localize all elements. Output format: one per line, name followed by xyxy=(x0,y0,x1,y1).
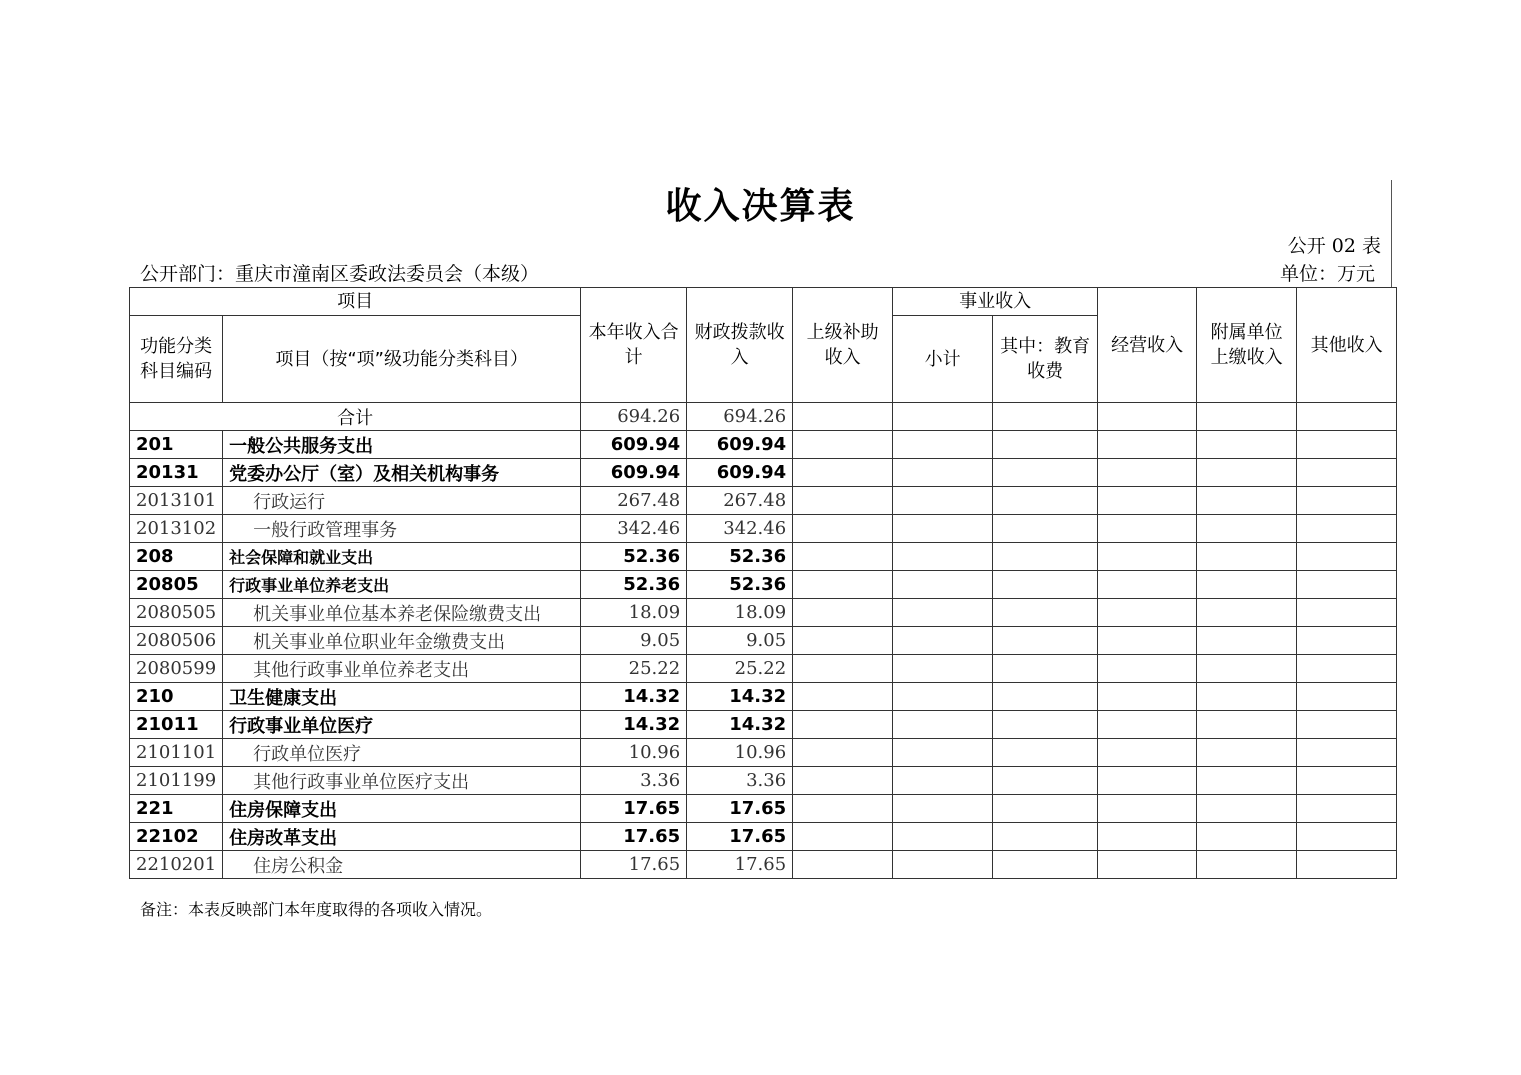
row-fiscal: 17.65 xyxy=(687,795,793,823)
empty-cell xyxy=(1197,683,1297,711)
table-row xyxy=(130,571,1397,599)
row-fiscal: 17.65 xyxy=(687,823,793,851)
row-fiscal: 342.46 xyxy=(687,515,793,543)
row-fiscal: 18.09 xyxy=(687,599,793,627)
empty-cell xyxy=(1297,823,1397,851)
header-total-income: 本年收入合计 xyxy=(581,288,687,403)
right-border-rule xyxy=(1391,180,1392,288)
header-education-fee: 其中：教育收费 xyxy=(993,316,1098,403)
empty-cell xyxy=(793,459,893,487)
unit-label: 单位：万元 xyxy=(1279,263,1375,285)
row-name: 社会保障和就业支出 xyxy=(223,543,581,571)
empty-cell xyxy=(1098,711,1197,739)
empty-cell xyxy=(993,767,1098,795)
row-code: 21011 xyxy=(130,711,223,739)
row-name: 党委办公厅（室）及相关机构事务 xyxy=(223,459,581,487)
table-row xyxy=(130,487,1397,515)
row-fiscal: 14.32 xyxy=(687,683,793,711)
department-label: 公开部门：重庆市潼南区委政法委员会（本级） xyxy=(140,263,540,285)
header-project-group: 项目 xyxy=(130,288,581,316)
empty-cell xyxy=(893,515,993,543)
empty-cell xyxy=(1197,599,1297,627)
empty-cell xyxy=(893,711,993,739)
header-business-group: 事业收入 xyxy=(893,288,1098,316)
empty-cell xyxy=(1297,655,1397,683)
empty-cell xyxy=(1297,851,1397,879)
empty-cell xyxy=(1098,459,1197,487)
empty-cell xyxy=(793,599,893,627)
empty-cell xyxy=(1297,683,1397,711)
row-fiscal: 14.32 xyxy=(687,711,793,739)
empty-cell xyxy=(793,655,893,683)
empty-cell xyxy=(1197,739,1297,767)
row-total: 3.36 xyxy=(581,767,687,795)
row-code: 2013101 xyxy=(130,487,223,515)
row-code: 2210201 xyxy=(130,851,223,879)
row-fiscal: 17.65 xyxy=(687,851,793,879)
row-code: 201 xyxy=(130,431,223,459)
row-fiscal: 609.94 xyxy=(687,431,793,459)
empty-cell xyxy=(993,571,1098,599)
header-project-name: 项目（按“项”级功能分类科目） xyxy=(223,316,581,403)
row-total: 14.32 xyxy=(581,683,687,711)
row-total: 17.65 xyxy=(581,795,687,823)
empty-cell xyxy=(893,599,993,627)
row-total: 17.65 xyxy=(581,851,687,879)
empty-cell xyxy=(1197,823,1297,851)
total-fiscal-value: 694.26 xyxy=(687,403,793,431)
income-table xyxy=(129,287,1397,879)
row-fiscal: 3.36 xyxy=(687,767,793,795)
table-row xyxy=(130,627,1397,655)
row-fiscal: 9.05 xyxy=(687,627,793,655)
row-name: 其他行政事业单位医疗支出 xyxy=(223,767,581,795)
empty-cell xyxy=(1297,487,1397,515)
empty-cell xyxy=(1297,571,1397,599)
empty-cell xyxy=(893,459,993,487)
row-total: 18.09 xyxy=(581,599,687,627)
row-code: 20805 xyxy=(130,571,223,599)
empty-cell xyxy=(993,487,1098,515)
table-note: 备注：本表反映部门本年度取得的各项收入情况。 xyxy=(140,900,493,919)
row-code: 2080599 xyxy=(130,655,223,683)
empty-cell xyxy=(793,571,893,599)
empty-cell xyxy=(893,487,993,515)
table-row xyxy=(130,711,1397,739)
empty-cell xyxy=(1098,487,1197,515)
empty-cell xyxy=(793,767,893,795)
header-subtotal: 小计 xyxy=(893,316,993,403)
empty-cell xyxy=(893,851,993,879)
row-fiscal: 52.36 xyxy=(687,543,793,571)
empty-cell xyxy=(993,795,1098,823)
row-code: 2101101 xyxy=(130,739,223,767)
empty-cell xyxy=(1098,739,1197,767)
table-row xyxy=(130,739,1397,767)
row-total: 14.32 xyxy=(581,711,687,739)
form-number: 公开 02 表 xyxy=(1287,235,1381,257)
row-total: 9.05 xyxy=(581,627,687,655)
empty-cell xyxy=(1098,655,1197,683)
empty-cell xyxy=(1197,795,1297,823)
empty-cell xyxy=(1297,543,1397,571)
empty-cell xyxy=(1297,795,1397,823)
row-name: 行政单位医疗 xyxy=(223,739,581,767)
row-total: 10.96 xyxy=(581,739,687,767)
empty-cell xyxy=(793,739,893,767)
empty-cell xyxy=(793,431,893,459)
row-total: 17.65 xyxy=(581,823,687,851)
empty-cell xyxy=(1098,851,1197,879)
table-row xyxy=(130,823,1397,851)
empty-cell xyxy=(793,487,893,515)
empty-cell xyxy=(893,655,993,683)
empty-cell xyxy=(893,627,993,655)
empty-cell xyxy=(1297,767,1397,795)
header-affiliated: 附属单位上缴收入 xyxy=(1197,288,1297,403)
header-other: 其他收入 xyxy=(1297,288,1397,403)
row-total: 609.94 xyxy=(581,431,687,459)
row-code: 2101199 xyxy=(130,767,223,795)
row-fiscal: 25.22 xyxy=(687,655,793,683)
empty-cell xyxy=(1197,431,1297,459)
row-name: 一般公共服务支出 xyxy=(223,431,581,459)
empty-cell xyxy=(993,543,1098,571)
empty-cell xyxy=(993,459,1098,487)
table-row xyxy=(130,431,1397,459)
table-row xyxy=(130,683,1397,711)
empty-cell xyxy=(1197,487,1297,515)
row-code: 20131 xyxy=(130,459,223,487)
row-fiscal: 609.94 xyxy=(687,459,793,487)
row-name: 一般行政管理事务 xyxy=(223,515,581,543)
empty-cell xyxy=(893,431,993,459)
row-name: 机关事业单位基本养老保险缴费支出 xyxy=(223,599,581,627)
row-name: 住房公积金 xyxy=(223,851,581,879)
row-name: 行政事业单位养老支出 xyxy=(223,571,581,599)
row-name: 行政运行 xyxy=(223,487,581,515)
table-row xyxy=(130,599,1397,627)
row-fiscal: 267.48 xyxy=(687,487,793,515)
empty-cell xyxy=(893,795,993,823)
empty-cell xyxy=(793,627,893,655)
empty-cell xyxy=(993,431,1098,459)
empty-cell xyxy=(1297,599,1397,627)
row-code: 208 xyxy=(130,543,223,571)
table-row xyxy=(130,767,1397,795)
empty-cell xyxy=(993,739,1098,767)
empty-cell xyxy=(1197,711,1297,739)
header-code: 功能分类科目编码 xyxy=(130,316,223,403)
empty-cell xyxy=(1297,431,1397,459)
table-row xyxy=(130,795,1397,823)
row-fiscal: 10.96 xyxy=(687,739,793,767)
empty-cell xyxy=(893,683,993,711)
empty-cell xyxy=(893,571,993,599)
header-superior-subsidy: 上级补助收入 xyxy=(793,288,893,403)
table-row xyxy=(130,851,1397,879)
empty-cell xyxy=(793,543,893,571)
empty-cell xyxy=(1098,823,1197,851)
empty-cell xyxy=(1197,515,1297,543)
header-fiscal: 财政拨款收入 xyxy=(687,288,793,403)
table-row xyxy=(130,459,1397,487)
table-row xyxy=(130,543,1397,571)
row-total: 25.22 xyxy=(581,655,687,683)
empty-cell xyxy=(993,683,1098,711)
row-name: 其他行政事业单位养老支出 xyxy=(223,655,581,683)
empty-cell xyxy=(1197,459,1297,487)
row-code: 2013102 xyxy=(130,515,223,543)
empty-cell xyxy=(1098,515,1197,543)
empty-cell xyxy=(1297,711,1397,739)
empty-cell xyxy=(1098,627,1197,655)
empty-cell xyxy=(793,683,893,711)
row-code: 221 xyxy=(130,795,223,823)
row-fiscal: 52.36 xyxy=(687,571,793,599)
header-operating: 经营收入 xyxy=(1098,288,1197,403)
page-title: 收入决算表 xyxy=(665,186,856,227)
empty-cell xyxy=(993,627,1098,655)
row-code: 2080506 xyxy=(130,627,223,655)
empty-cell xyxy=(993,823,1098,851)
empty-cell xyxy=(1197,627,1297,655)
empty-cell xyxy=(1297,739,1397,767)
empty-cell xyxy=(1197,767,1297,795)
empty-cell xyxy=(1098,767,1197,795)
row-total: 267.48 xyxy=(581,487,687,515)
total-row xyxy=(130,403,1397,431)
empty-cell xyxy=(993,599,1098,627)
empty-cell xyxy=(1098,683,1197,711)
empty-cell xyxy=(893,739,993,767)
row-name: 机关事业单位职业年金缴费支出 xyxy=(223,627,581,655)
row-total: 52.36 xyxy=(581,543,687,571)
row-name: 住房改革支出 xyxy=(223,823,581,851)
empty-cell xyxy=(1197,571,1297,599)
empty-cell xyxy=(893,823,993,851)
empty-cell xyxy=(1197,655,1297,683)
empty-cell xyxy=(1297,515,1397,543)
row-total: 342.46 xyxy=(581,515,687,543)
empty-cell xyxy=(793,795,893,823)
row-code: 2080505 xyxy=(130,599,223,627)
empty-cell xyxy=(793,823,893,851)
empty-cell xyxy=(993,851,1098,879)
total-income-value: 694.26 xyxy=(581,403,687,431)
row-total: 609.94 xyxy=(581,459,687,487)
empty-cell xyxy=(1098,599,1197,627)
empty-cell xyxy=(1098,571,1197,599)
empty-cell xyxy=(893,543,993,571)
empty-cell xyxy=(993,655,1098,683)
row-code: 22102 xyxy=(130,823,223,851)
empty-cell xyxy=(993,711,1098,739)
empty-cell xyxy=(793,851,893,879)
empty-cell xyxy=(893,767,993,795)
table-row xyxy=(130,515,1397,543)
total-label: 合计 xyxy=(130,403,581,431)
row-name: 行政事业单位医疗 xyxy=(223,711,581,739)
empty-cell xyxy=(793,711,893,739)
empty-cell xyxy=(1098,543,1197,571)
row-code: 210 xyxy=(130,683,223,711)
row-name: 住房保障支出 xyxy=(223,795,581,823)
empty-cell xyxy=(1197,543,1297,571)
empty-cell xyxy=(1297,459,1397,487)
empty-cell xyxy=(1098,431,1197,459)
row-name: 卫生健康支出 xyxy=(223,683,581,711)
row-total: 52.36 xyxy=(581,571,687,599)
table-row xyxy=(130,655,1397,683)
empty-cell xyxy=(793,515,893,543)
empty-cell xyxy=(993,515,1098,543)
empty-cell xyxy=(1098,795,1197,823)
empty-cell xyxy=(1197,851,1297,879)
empty-cell xyxy=(1297,627,1397,655)
